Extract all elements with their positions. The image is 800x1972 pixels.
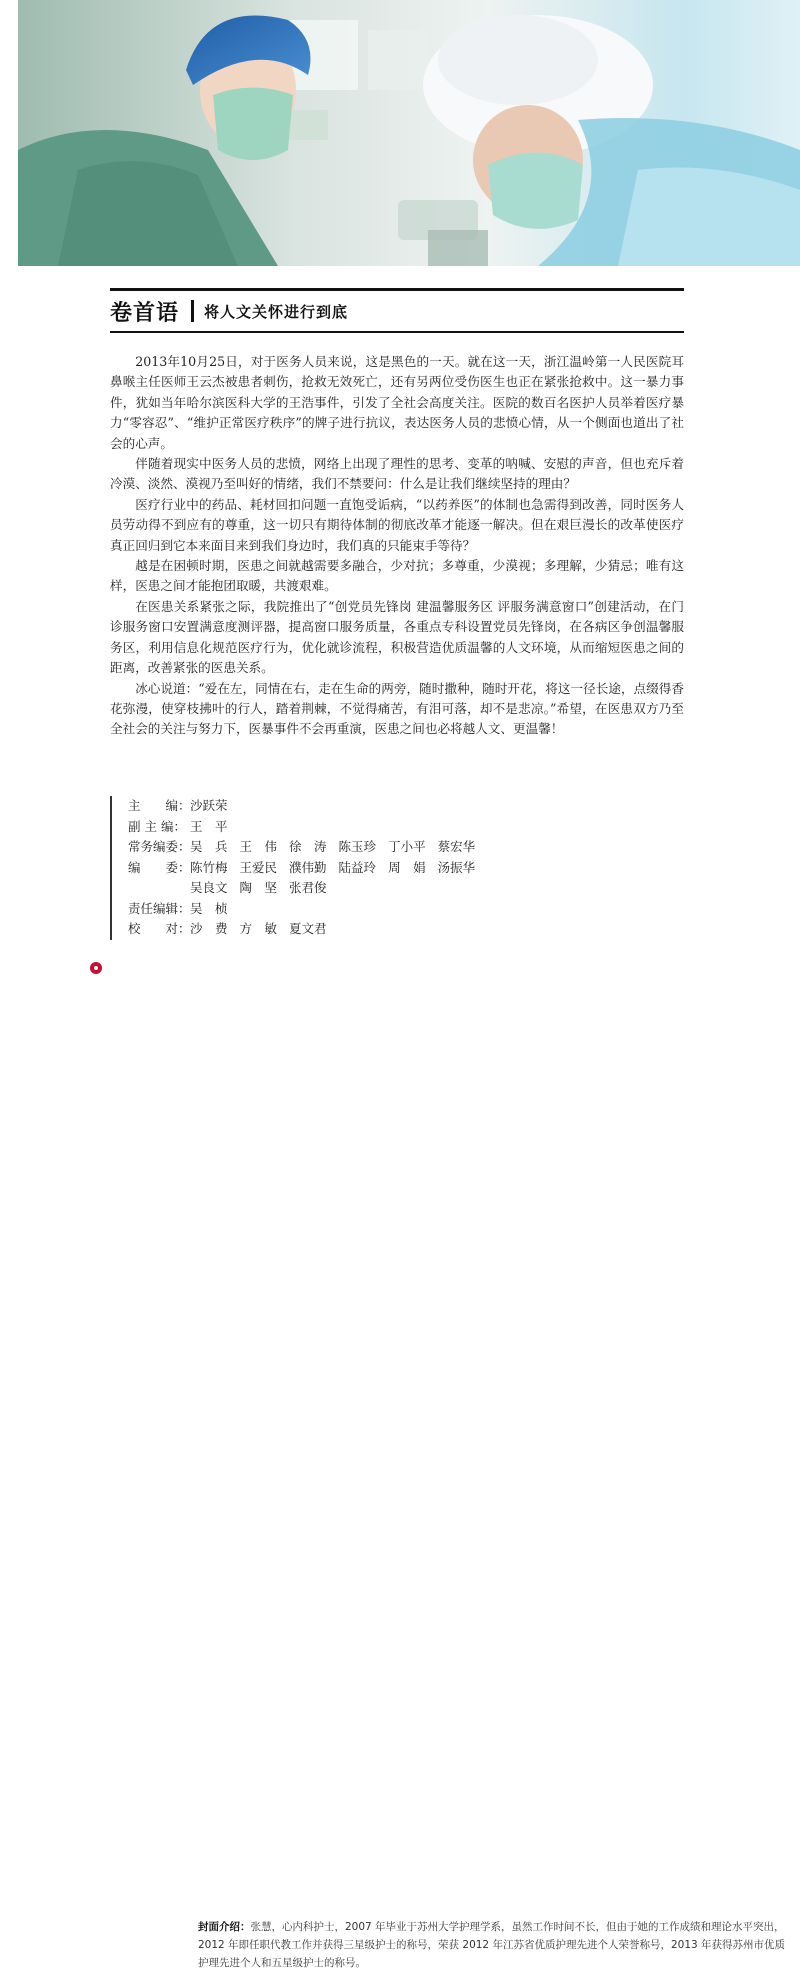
masthead-names [190, 899, 240, 920]
cover-bullet-icon [90, 962, 102, 974]
masthead-names [190, 817, 240, 838]
masthead-names [190, 919, 339, 940]
cover-note-text: 张慧，心内科护士，2007 年毕业于苏州大学护理学系，虽然工作时间不长，但由于她的工作成绩和理论水平突出，2012 年即任职代教工作并获得三星级护士的称号，荣获 2012 年江苏省优质护理先进个人荣誉称号，2013 年获得苏州市优质护理先进个人和五星级护士的称号。 [198, 1921, 786, 1969]
paragraph: 伴随着现实中医务人员的悲愤，网络上出现了理性的思考、变革的呐喊、安慰的声音，但也充斥着冷漠、淡然、漠视乃至叫好的情绪，我们不禁要问：什么是让我们继续坚持的理由？ [110, 456, 684, 492]
masthead-person-name: 濮伟勤 [289, 859, 327, 875]
paragraph: 医疗行业中的药品、耗材回扣问题一直饱受诟病，“以药养医”的体制也急需得到改善，同时医务人员劳动得不到应有的尊重，这一切只有期待体制的彻底改革才能逐一解决。但在艰巨漫长的改革使医疗真正回归到它本来面目来到我们身边时，我们真的只能束手等待？ [110, 496, 684, 553]
masthead-role-label: 编 委： [128, 859, 191, 875]
paragraph: 越是在困顿时期，医患之间就越需要多融合，少对抗；多尊重，少漠视；多理解，少猜忌；唯有这样，医患之间才能抱团取暖，共渡艰难。 [110, 558, 684, 594]
masthead-person-name: 吴 兵 [190, 839, 228, 854]
section-bottom-rule [110, 331, 684, 333]
masthead-role-label: 责任编辑： [128, 900, 191, 916]
masthead-row [128, 919, 588, 940]
article-body [110, 352, 684, 740]
masthead-row [128, 858, 588, 879]
masthead-row [128, 817, 588, 838]
masthead-person-name: 陈玉珍 [338, 839, 377, 854]
hero-photo [18, 0, 800, 266]
masthead-role-label [128, 878, 190, 899]
masthead-row [128, 878, 588, 899]
masthead-person-name: 沙跃荣 [190, 798, 228, 813]
masthead-person-name: 王爱民 [239, 859, 278, 875]
section-top-rule [110, 288, 684, 291]
section-subtitle: 将人文关怀进行到底 [204, 302, 349, 321]
masthead-person-name: 张君俊 [289, 880, 327, 895]
paragraph: 冰心说道：“爱在左，同情在右，走在生命的两旁，随时撒种，随时开花，将这一径长途，点缀得香花弥漫，使穿枝拂叶的行人，踏着荆棘，不觉得痛苦，有泪可落，却不是悲凉。”希望，在医患双方乃至全社会的关注与努力下，医暴事件不会再重演，医患之间也必将越人文、更温馨！ [110, 680, 684, 737]
section-header [110, 294, 348, 328]
paragraph: 在医患关系紧张之际，我院推出了“创党员先锋岗 建温馨服务区 评服务满意窗口”创建活动，在门诊服务窗口安置满意度测评器，提高窗口服务质量，各重点专科设置党员先锋岗，在各病区争创温馨服务区，利用信息化规范医疗行为，优化就诊流程，积极营造优质温馨的人文环境，从而缩短医患之间的距离，改善紧张的医患关系。 [110, 598, 684, 676]
masthead-names [190, 858, 487, 879]
masthead-person-name: 陆益玲 [338, 859, 377, 875]
masthead-person-name: 丁小平 [388, 839, 426, 854]
masthead-role-label: 主 编： [128, 798, 191, 813]
masthead-row [128, 899, 588, 920]
masthead-person-name: 徐 涛 [289, 839, 327, 854]
masthead-person-name: 王 伟 [239, 839, 278, 854]
masthead-role-label: 常务编委： [128, 839, 191, 854]
section-title: 卷首语 [110, 300, 180, 326]
masthead-role-label: 校 对： [128, 921, 191, 936]
masthead-person-name: 吴 桢 [190, 900, 228, 916]
masthead-person-name: 方 敏 [239, 921, 278, 936]
title-divider [191, 300, 194, 322]
cover-note-label: 封面介绍： [198, 1921, 251, 1933]
masthead-person-name: 夏文君 [289, 921, 327, 936]
masthead-person-name: 沙 费 [190, 921, 228, 936]
masthead-role-label: 副 主 编： [128, 818, 186, 834]
masthead-row [128, 796, 588, 817]
masthead-person-name: 汤振华 [437, 859, 476, 875]
masthead-person-name: 陶 坚 [239, 880, 278, 895]
masthead-person-name: 周 娟 [388, 859, 426, 875]
editorial-board [110, 796, 588, 940]
surgeons-illustration [18, 0, 800, 266]
masthead-row [128, 837, 588, 858]
masthead-names [190, 878, 339, 899]
masthead-person-name: 蔡宏华 [437, 839, 476, 854]
masthead-person-name: 吴良文 [190, 880, 228, 895]
paragraph: 2013年10月25日，对于医务人员来说，这是黑色的一天。就在这一天，浙江温岭第一人民医院耳鼻喉主任医师王云杰被患者刺伤，抢救无效死亡，还有另两位受伤医生也正在紧张抢救中。这一暴力事件，犹如当年哈尔滨医科大学的王浩事件，引发了全社会高度关注。医院的数百名医护人员举着医疗暴力“零容忍”、“维护正常医疗秩序”的牌子进行抗议，表达医务人员的悲愤心情，从一个侧面也道出了社会的心声。 [110, 354, 684, 451]
masthead-person-name: 王 平 [190, 818, 228, 834]
masthead-person-name: 陈竹梅 [190, 859, 228, 875]
masthead-names [190, 837, 487, 858]
masthead-names [190, 796, 240, 817]
